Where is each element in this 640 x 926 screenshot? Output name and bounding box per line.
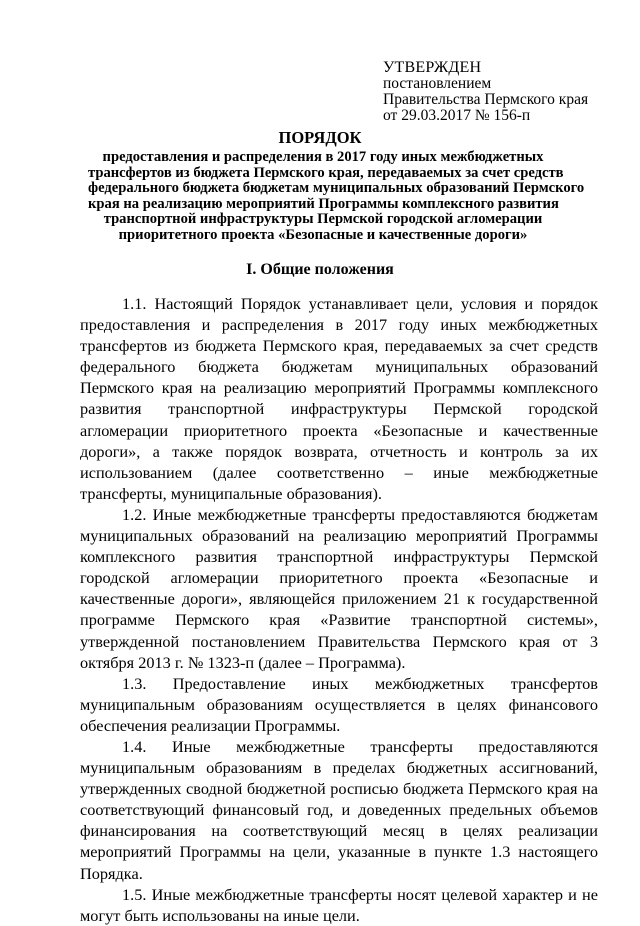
paragraph-1-4: 1.4. Иные межбюджетные трансферты предоставляются муниципальным образованиям в пределах бюджетных ассигнований, утвержденных сводной бюджетной росписью бюджета Пермского края на соответствующий финансовый год, и доведенных предельных объемов финансирования на соответствующий месяц в целях реализации мероприятий Программы на цели, указанные в пункте 1.3 настоящего Порядка. (80, 736, 598, 883)
subtitle-line: приоритетного проекта «Безопасные и качественные дороги» (118, 226, 528, 243)
approval-date-number: от 29.03.2017 № 156-п (383, 107, 531, 124)
subtitle-line: предоставления и распределения в 2017 году иных межбюджетных (102, 149, 544, 165)
subtitle-line: федерального бюджета бюджетам муниципальных образований Пермского (88, 180, 585, 197)
subtitle-line: трансфертов из бюджета Пермского края, передаваемых за счет средств (88, 164, 564, 181)
approval-stamp (383, 60, 623, 124)
paragraph-1-2: 1.2. Иные межбюджетные трансферты предоставляются бюджетам муниципальных образований на реализацию мероприятий Программы комплексного развития транспортной инфраструктуры Пермской городской агломерации приоритетного проекта «Безопасные и качественные дороги», являющейся приложением 21 к государственной программе Пермского края «Развитие транспортной системы», утвержденной постановлением Правительства Пермского края от 3 октября 2013 г. № 1323-п (далее – Программа). (80, 504, 598, 672)
document-body (80, 293, 598, 926)
subtitle-line: края на реализацию мероприятий Программы комплексного развития (88, 195, 559, 212)
approval-heading: УТВЕРЖДЕН (383, 59, 482, 76)
approval-line: постановлением (383, 75, 492, 92)
section-heading: I. Общие положения (246, 261, 394, 278)
document-title: ПОРЯДОК (278, 128, 362, 147)
subtitle-line: транспортной инфраструктуры Пермской городской агломерации (103, 211, 543, 228)
paragraph-1-1: 1.1. Настоящий Порядок устанавливает цели, условия и порядок предоставления и распределения в 2017 году иных межбюджетных трансфертов из бюджета Пермского края, передаваемых за счет средств федерального бюджета бюджетам муниципальных образований Пермского края на реализацию мероприятий Программы комплексного развития транспортной инфраструктуры Пермской городской агломерации приоритетного проекта «Безопасные и качественные дороги», а также порядок возврата, отчетность и контроль за их использованием (далее соответственно – иные межбюджетные трансферты, муниципальные образования). (80, 294, 598, 503)
paragraph-1-5: 1.5. Иные межбюджетные трансферты носят целевой характер и не могут быть использованы на иные цели. (80, 884, 598, 925)
document-subtitle (88, 149, 585, 244)
paragraph-1-3: 1.3. Предоставление иных межбюджетных трансфертов муниципальным образованиям осуществляется в целях финансового обеспечения реализации Программы. (80, 673, 598, 735)
approval-line: Правительства Пермского края (383, 91, 589, 108)
